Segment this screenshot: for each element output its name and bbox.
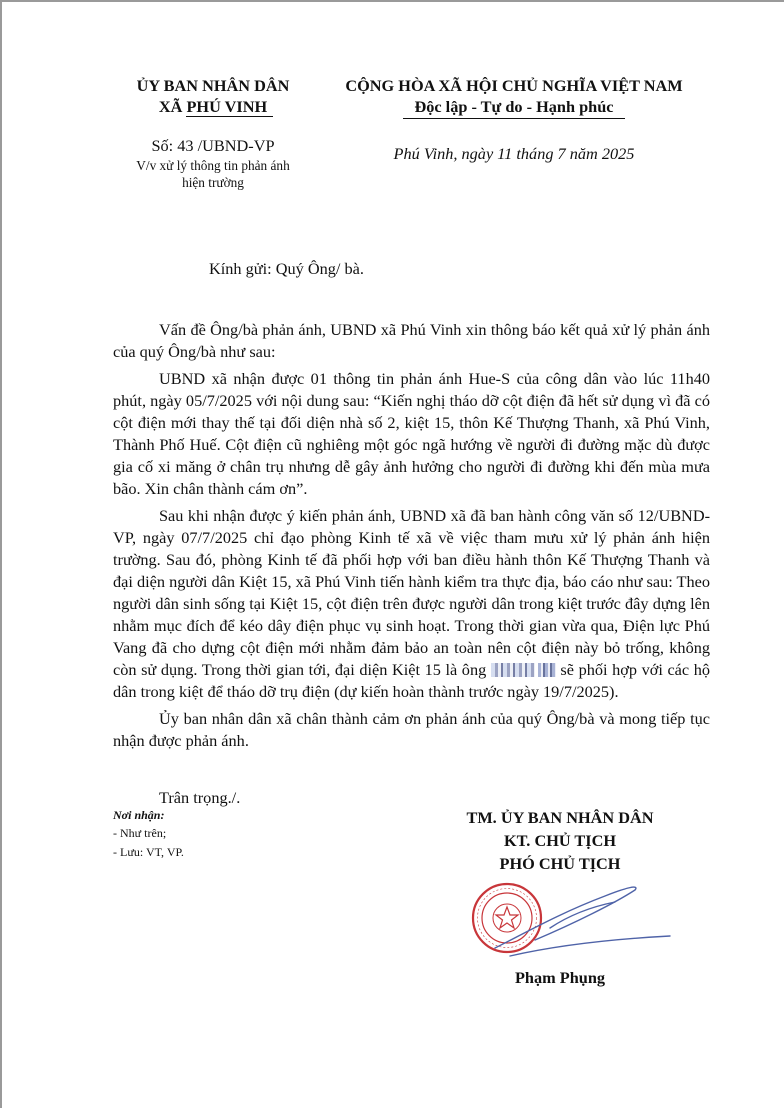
subject-line-1: V/v xử lý thông tin phản ánh: [136, 158, 290, 173]
paragraph-2: UBND xã nhận được 01 thông tin phản ánh Hue-S của công dân vào lúc 11h40 phút, ngày 05/7/2025 với nội dung sau: “Kiến nghị tháo dỡ cột điện đã hết sử dụng vì đã có cột điện mới thay thế tại đối diện nhà số 2, kiệt 15, thôn Kế Thượng Thanh, xã Phú Vinh, Thành Phố Huế. Cột điện cũ nghiêng một góc ngã hướng về người đi đường mặc dù được gia cố xi măng ở chân trụ nhưng dễ gây ảnh hưởng cho người đi đường khi đến mùa mưa bão. Xin chân thành cám ơn”.: [113, 369, 710, 498]
paragraph-1: Vấn đề Ông/bà phản ánh, UBND xã Phú Vinh xin thông báo kết quả xử lý phản ánh của quý Ông/bà như sau:: [113, 320, 710, 361]
signature-title-1: TM. ỦY BAN NHÂN DÂN: [466, 808, 654, 827]
signature-title-3: PHÓ CHỦ TỊCH: [499, 854, 621, 873]
paragraph-3: [113, 505, 710, 703]
recipients-line-2: - Lưu: VT, VP.: [113, 845, 184, 859]
org-name: ỦY BAN NHÂN DÂN: [136, 76, 290, 95]
stamp-and-signature: [465, 878, 685, 973]
motto-underline: [403, 118, 625, 119]
paragraph-3-text-after: sẽ phối hợp với các hộ dân trong kiệt để tháo dỡ trụ điện (dự kiến hoàn thành trước ngày 19/7/2025).: [113, 660, 710, 701]
motto: Độc lập - Tự do - Hạnh phúc: [414, 97, 614, 116]
subject-line-2: hiện trường: [182, 175, 244, 190]
country-name: CỘNG HÒA XÃ HỘI CHỦ NGHĨA VIỆT NAM: [345, 76, 683, 95]
signer-name: Phạm Phụng: [514, 968, 606, 987]
letter-body: [113, 319, 710, 752]
recipients-line-1: - Như trên;: [113, 826, 167, 840]
document-number: Số: 43 /UBND-VP: [151, 136, 275, 155]
paragraph-4: Ủy ban nhân dân xã chân thành cảm ơn phản ánh của quý Ông/bà và mong tiếp tục nhận được phản ánh.: [113, 709, 710, 750]
page-border-top: [0, 0, 784, 2]
page-border-left: [0, 0, 2, 1108]
redacted-name: [491, 663, 535, 677]
redacted-name-suffix: [538, 663, 556, 677]
closing: Trân trọng./.: [159, 788, 241, 807]
commune-name: XÃ PHÚ VINH: [158, 97, 268, 116]
recipient-line: Kính gửi: Quý Ông/ bà.: [209, 259, 364, 278]
place-date: Phú Vinh, ngày 11 tháng 7 năm 2025: [393, 144, 635, 163]
paragraph-3-text-before: Sau khi nhận được ý kiến phản ánh, UBND xã đã ban hành công văn số 12/UBND-VP, ngày 07/7/2025 chỉ đạo phòng Kinh tế xã về việc tham mưu xử lý phản ánh hiện trường. Sau đó, phòng Kinh tế đã phối hợp với ban điều hành thôn Kế Thượng Thanh và đại diện người dân Kiệt 15, xã Phú Vinh tiến hành kiểm tra thực địa, báo cáo như sau: Theo người dân sinh sống tại Kiệt 15, cột điện trên được người dân trong kiệt trước đây dựng lên nhằm mục đích để kéo dây điện phục vụ sinh hoạt. Trong thời gian vừa qua, Điện lực Phú Vang đã cho dựng cột điện mới nhằm đảm bảo an toàn nên cột điện này bỏ trống, không còn sử dụng. Trong thời gian tới, đại diện Kiệt 15 là ông: [113, 506, 710, 679]
commune-underline: [186, 116, 273, 117]
signature-title-2: KT. CHỦ TỊCH: [503, 831, 617, 850]
recipients-title: Nơi nhận:: [113, 808, 165, 822]
